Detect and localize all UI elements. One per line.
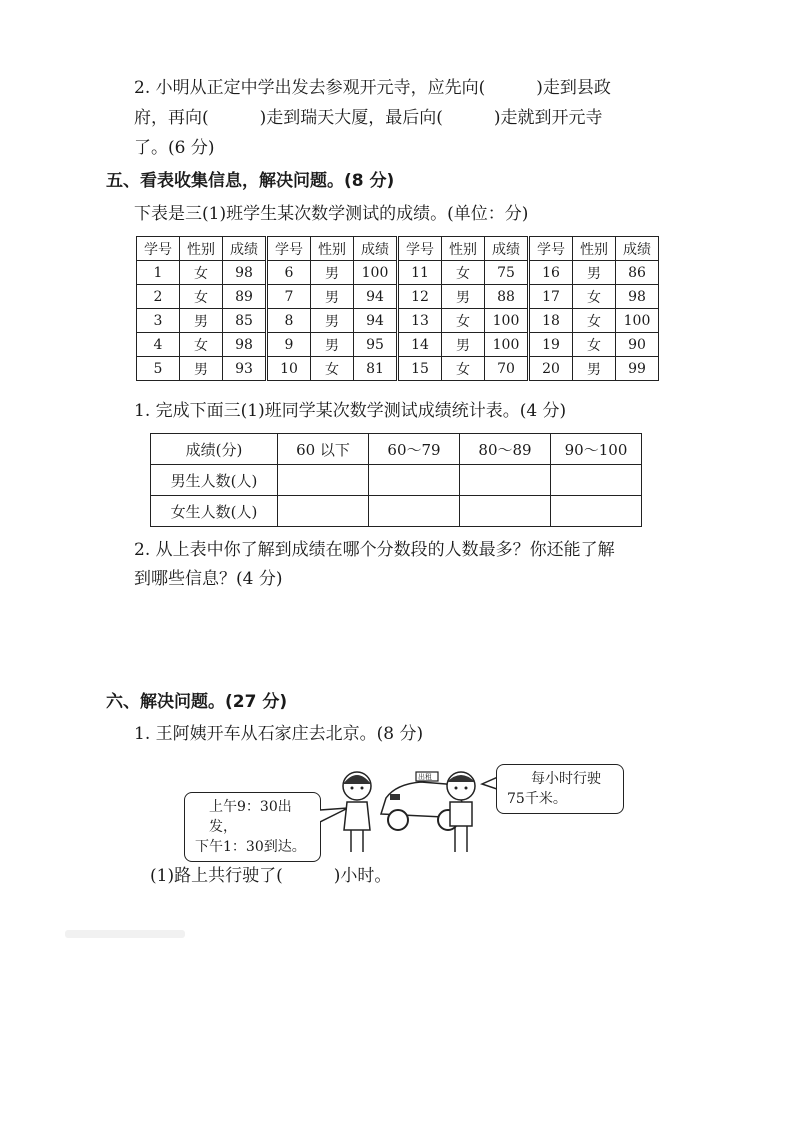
score-table-row <box>137 261 659 285</box>
girl-icon <box>332 766 382 856</box>
section5-heading: 五、看表收集信息，解决问题。(8 分) <box>106 171 395 191</box>
score-table-cell: 18 <box>529 309 573 333</box>
score-table-cell: 女 <box>180 333 223 357</box>
score-table-cell: 7 <box>267 285 311 309</box>
score-table-cell: 81 <box>354 357 398 381</box>
score-table-cell: 女 <box>442 309 485 333</box>
score-table-cell: 3 <box>137 309 180 333</box>
stats-answer-cell[interactable] <box>551 496 642 527</box>
score-table-cell: 100 <box>485 309 529 333</box>
score-table-cell: 女 <box>442 261 485 285</box>
section5-q1: 1. 完成下面三(1)班同学某次数学测试成绩统计表。(4 分) <box>134 401 567 421</box>
score-table-row <box>137 357 659 381</box>
score-table-cell: 5 <box>137 357 180 381</box>
score-table-cell: 女 <box>180 261 223 285</box>
score-table-cell: 70 <box>485 357 529 381</box>
score-table-header-cell: 学号 <box>398 237 442 261</box>
trip-illustration <box>180 762 620 862</box>
stats-table-header <box>151 434 642 465</box>
score-table-header-cell: 性别 <box>311 237 354 261</box>
score-table-cell: 6 <box>267 261 311 285</box>
q2-line1: 2. 小明从正定中学出发去参观开元寺，应先向( )走到县政 <box>134 78 611 98</box>
stats-table-row <box>151 465 642 496</box>
bubble-right-line1: 每小时行驶 <box>531 771 601 787</box>
stats-answer-cell[interactable] <box>278 496 369 527</box>
score-table-cell: 89 <box>223 285 267 309</box>
speech-bubble-left <box>184 792 321 862</box>
score-table-cell: 男 <box>311 261 354 285</box>
section5-q2-line2: 到哪些信息？(4 分) <box>134 569 283 589</box>
score-table-cell: 女 <box>442 357 485 381</box>
stats-answer-cell[interactable] <box>369 465 460 496</box>
bubble-left-line2: 下午1：30到达。 <box>195 839 306 855</box>
score-table-cell: 88 <box>485 285 529 309</box>
section6-q1: 1. 王阿姨开车从石家庄去北京。(8 分) <box>134 724 424 744</box>
score-table-header-cell: 成绩 <box>223 237 267 261</box>
score-table-cell: 94 <box>354 309 398 333</box>
score-table-cell: 15 <box>398 357 442 381</box>
speech-bubble-right <box>496 764 624 814</box>
score-table-cell: 85 <box>223 309 267 333</box>
stats-table-header-cell: 60 以下 <box>278 434 369 465</box>
score-table-cell: 女 <box>573 285 616 309</box>
score-table-cell: 男 <box>180 357 223 381</box>
section6-heading: 六、解决问题。(27 分) <box>106 692 288 712</box>
stats-answer-cell[interactable] <box>369 496 460 527</box>
score-table-cell: 75 <box>485 261 529 285</box>
score-table-cell: 女 <box>573 333 616 357</box>
score-table-header-cell: 学号 <box>267 237 311 261</box>
q2-line3: 了。(6 分) <box>134 138 215 158</box>
bubble-left-line1: 上午9：30出发， <box>209 799 292 835</box>
stats-answer-cell[interactable] <box>551 465 642 496</box>
score-table-cell: 8 <box>267 309 311 333</box>
score-table-cell: 2 <box>137 285 180 309</box>
score-table-cell: 13 <box>398 309 442 333</box>
section6-sub1: (1)路上共行驶了( )小时。 <box>150 866 392 886</box>
stats-table-header-cell: 80～89 <box>460 434 551 465</box>
score-table-cell: 男 <box>311 333 354 357</box>
bubble-right-line2: 75千米。 <box>507 791 567 807</box>
score-table-cell: 16 <box>529 261 573 285</box>
score-table-cell: 94 <box>354 285 398 309</box>
stats-table-header-cell: 成绩(分) <box>151 434 278 465</box>
score-table-cell: 10 <box>267 357 311 381</box>
score-table-row <box>137 285 659 309</box>
score-table-header-cell: 成绩 <box>616 237 659 261</box>
stats-table-row <box>151 496 642 527</box>
score-table-cell: 男 <box>311 285 354 309</box>
score-table-cell: 93 <box>223 357 267 381</box>
score-table-cell: 男 <box>442 333 485 357</box>
score-table-header-cell: 成绩 <box>485 237 529 261</box>
score-table-header-cell: 学号 <box>529 237 573 261</box>
taxi-sign: 出租 <box>418 773 432 781</box>
score-table-cell: 1 <box>137 261 180 285</box>
score-table-cell: 11 <box>398 261 442 285</box>
stats-table-row-label: 男生人数(人) <box>151 465 278 496</box>
score-table <box>136 236 659 381</box>
score-table-row <box>137 309 659 333</box>
score-table-row <box>137 333 659 357</box>
score-table-header-cell: 性别 <box>180 237 223 261</box>
score-table-cell: 90 <box>616 333 659 357</box>
score-table-cell: 100 <box>354 261 398 285</box>
score-table-cell: 9 <box>267 333 311 357</box>
q2-line2: 府，再向( )走到瑞天大厦，最后向( )走就到开元寺 <box>134 108 603 128</box>
score-table-cell: 女 <box>180 285 223 309</box>
stats-answer-cell[interactable] <box>460 465 551 496</box>
score-table-cell: 14 <box>398 333 442 357</box>
score-table-cell: 男 <box>442 285 485 309</box>
score-table-cell: 男 <box>573 261 616 285</box>
boy-icon <box>436 766 486 856</box>
section5-q2-line1: 2. 从上表中你了解到成绩在哪个分数段的人数最多？你还能了解 <box>134 540 615 560</box>
score-table-cell: 4 <box>137 333 180 357</box>
score-table-header-cell: 性别 <box>442 237 485 261</box>
score-table-cell: 99 <box>616 357 659 381</box>
score-table-cell: 12 <box>398 285 442 309</box>
stats-table-header-cell: 90～100 <box>551 434 642 465</box>
score-table-cell: 86 <box>616 261 659 285</box>
score-table-cell: 17 <box>529 285 573 309</box>
scan-smudge <box>65 930 185 938</box>
stats-table-row-label: 女生人数(人) <box>151 496 278 527</box>
score-table-header-cell: 性别 <box>573 237 616 261</box>
stats-table-header-cell: 60～79 <box>369 434 460 465</box>
score-table-cell: 男 <box>311 309 354 333</box>
stats-answer-cell[interactable] <box>278 465 369 496</box>
score-table-header-cell: 成绩 <box>354 237 398 261</box>
score-table-cell: 100 <box>485 333 529 357</box>
section5-intro: 下表是三(1)班学生某次数学测试的成绩。(单位：分) <box>134 204 529 224</box>
score-table-cell: 95 <box>354 333 398 357</box>
score-table-cell: 98 <box>223 261 267 285</box>
score-table-cell: 98 <box>616 285 659 309</box>
score-table-cell: 女 <box>573 309 616 333</box>
stats-answer-cell[interactable] <box>460 496 551 527</box>
score-table-cell: 20 <box>529 357 573 381</box>
score-table-cell: 女 <box>311 357 354 381</box>
score-table-cell: 男 <box>573 357 616 381</box>
score-table-cell: 100 <box>616 309 659 333</box>
stats-table <box>150 433 642 527</box>
score-table-header <box>137 237 659 261</box>
score-table-cell: 男 <box>180 309 223 333</box>
score-table-cell: 98 <box>223 333 267 357</box>
score-table-header-cell: 学号 <box>137 237 180 261</box>
score-table-cell: 19 <box>529 333 573 357</box>
